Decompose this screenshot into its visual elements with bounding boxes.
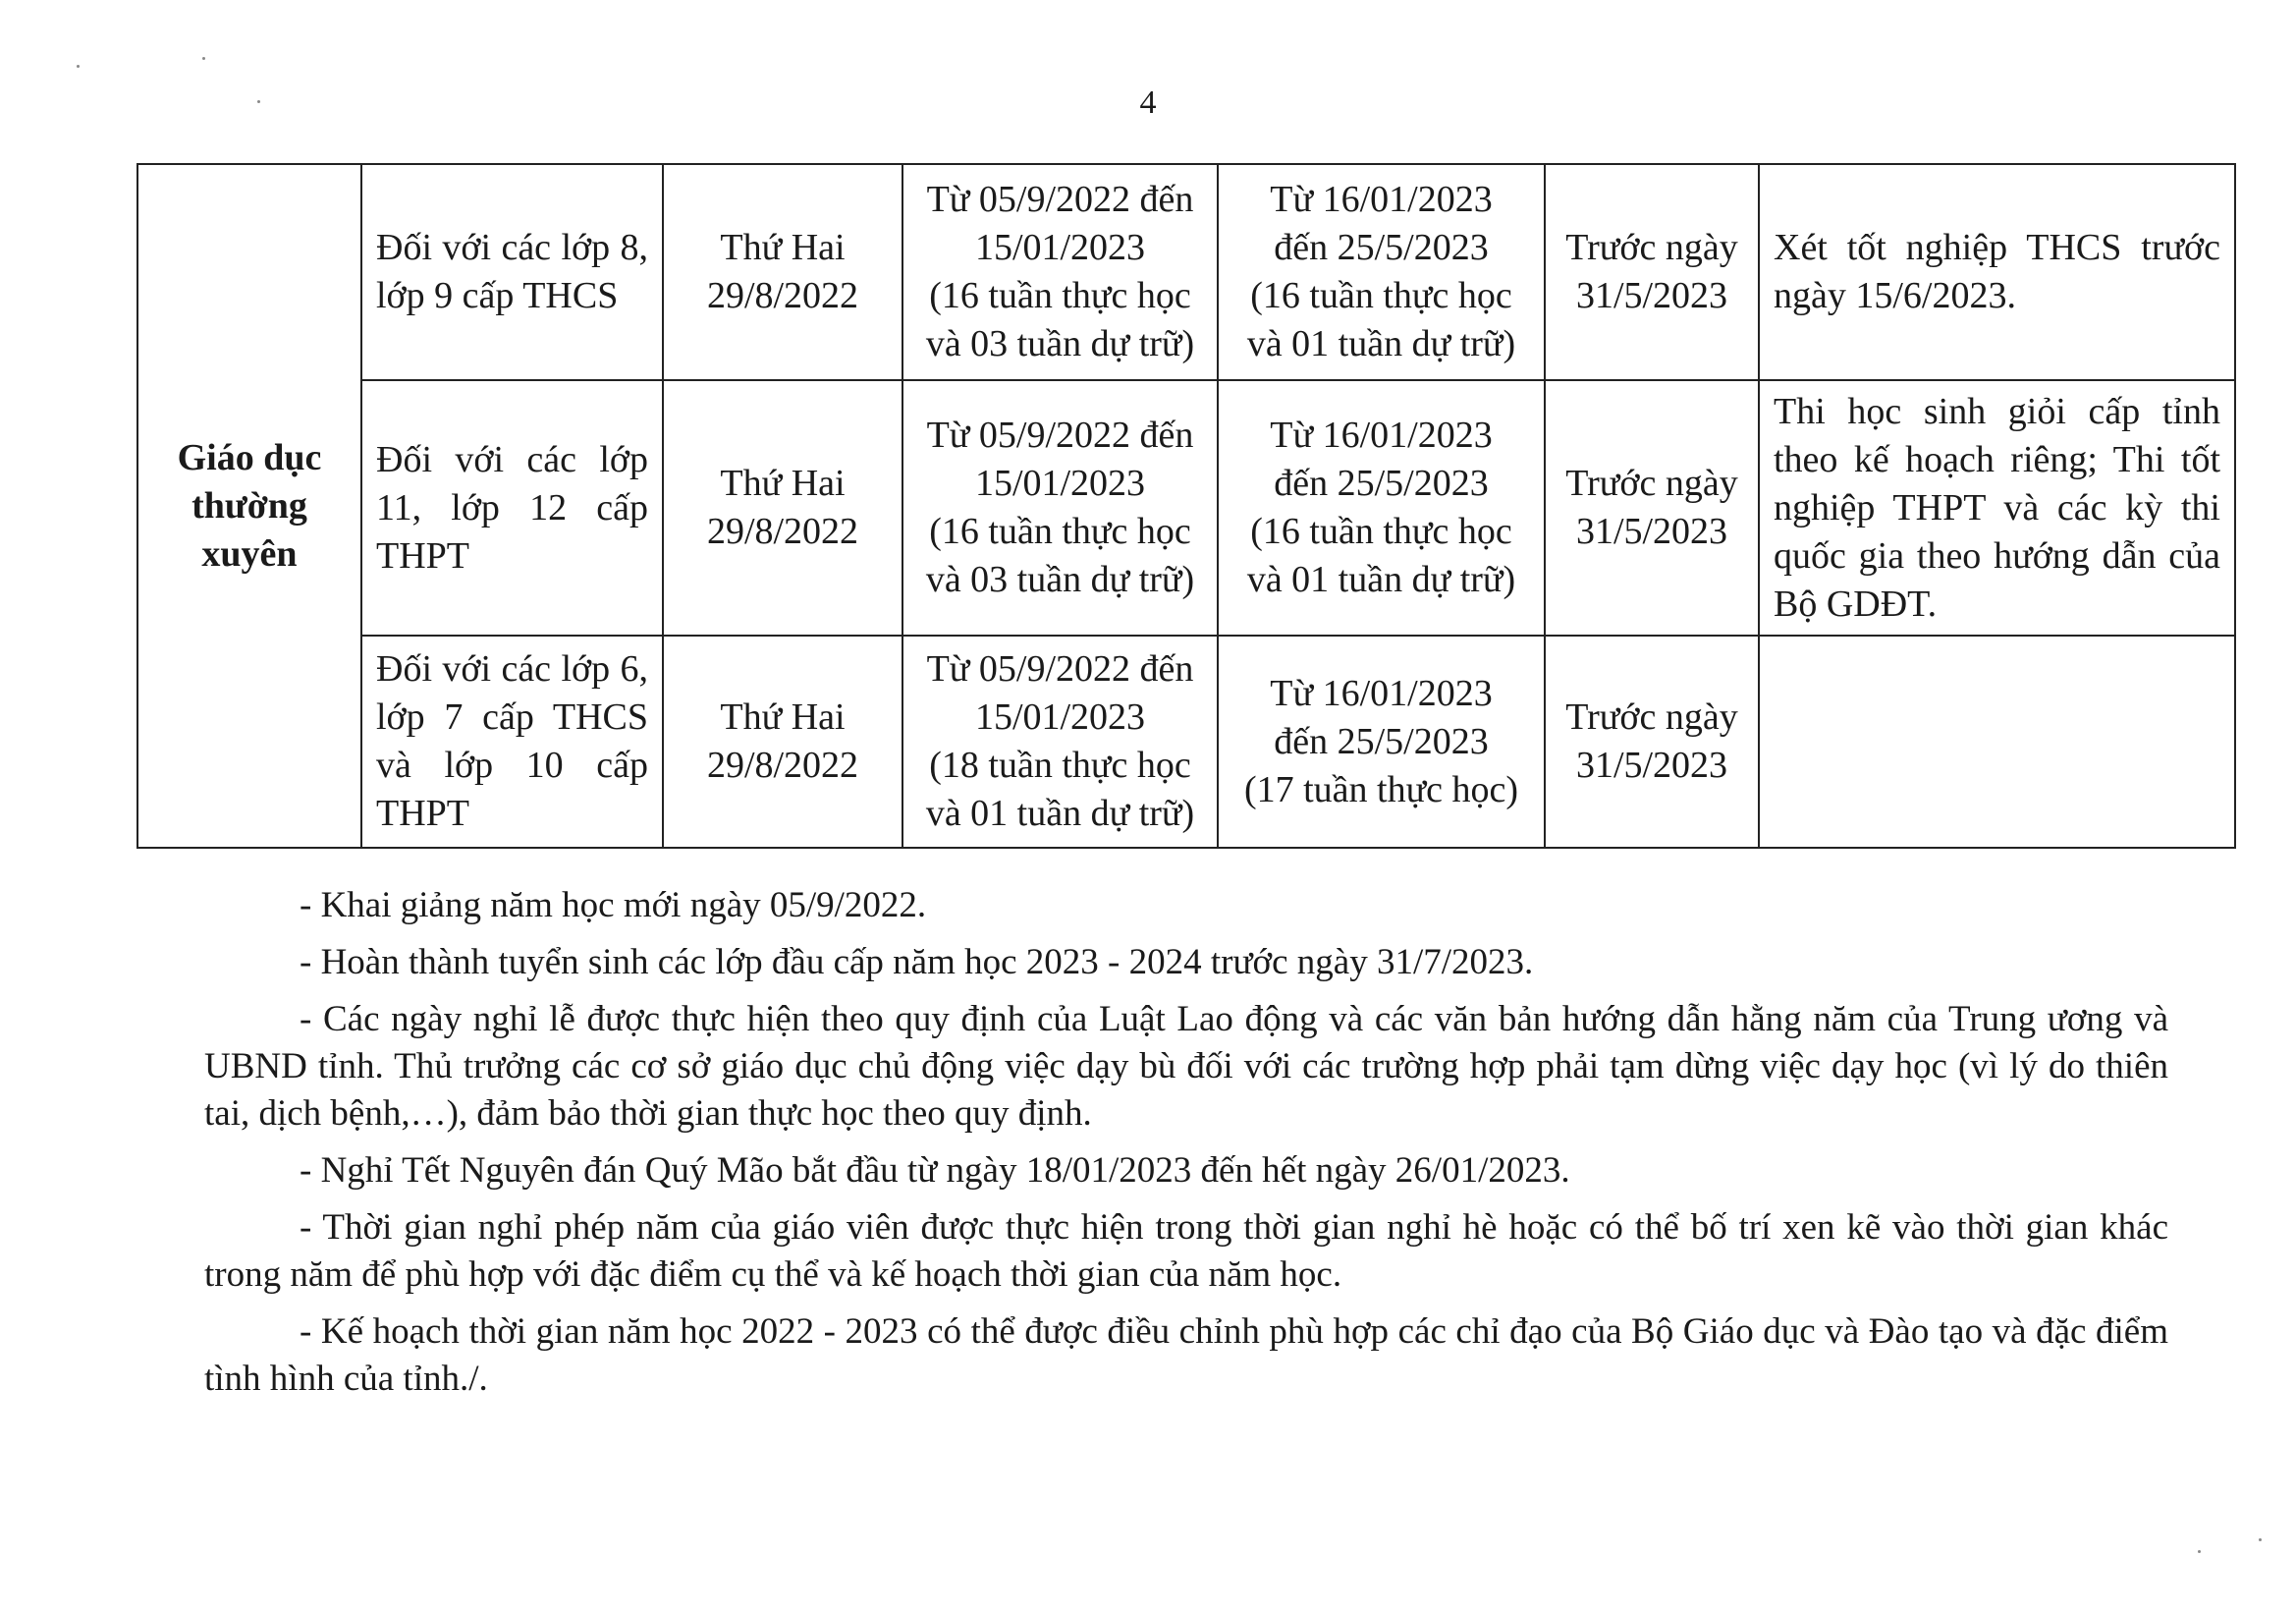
semester-2-cell: Từ 16/01/2023 đến 25/5/2023 (16 tuần thực học và 01 tuần dự trữ) [1218,164,1545,380]
semester-1-cell: Từ 05/9/2022 đến 15/01/2023 (16 tuần thực học và 03 tuần dự trữ) [902,164,1218,380]
end-date-cell: Trước ngày 31/5/2023 [1545,380,1759,636]
semester-1-cell: Từ 05/9/2022 đến 15/01/2023 (18 tuần thực học và 01 tuần dự trữ) [902,636,1218,848]
target-group-cell: Đối với các lớp 11, lớp 12 cấp THPT [361,380,663,636]
notes-section [204,882,2168,1413]
note-paragraph: - Kế hoạch thời gian năm học 2022 - 2023 có thể được điều chỉnh phù hợp các chỉ đạo của Bộ Giáo dục và Đào tạo và đặc điểm tình hình của tỉnh./. [204,1311,2168,1399]
start-date-cell: Thứ Hai 29/8/2022 [663,636,902,848]
note-cell [1759,636,2235,848]
end-date-cell: Trước ngày 31/5/2023 [1545,164,1759,380]
note-cell: Thi học sinh giỏi cấp tỉnh theo kế hoạch riêng; Thi tốt nghiệp THPT và các kỳ thi quốc gia theo hướng dẫn của Bộ GDĐT. [1759,380,2235,636]
scan-speck [77,65,80,68]
note-paragraph: - Các ngày nghỉ lễ được thực hiện theo quy định của Luật Lao động và các văn bản hướng dẫn hằng năm của Trung ương và UBND tỉnh. Thủ trưởng các cơ sở giáo dục chủ động việc dạy bù đối với các trường hợp phải tạm dừng việc dạy học (vì lý do thiên tai, dịch bệnh,…), đảm bảo thời gian thực học theo quy định. [204,999,2168,1134]
level-line: Giáo dục [177,436,322,478]
table-row [137,636,2235,848]
scan-speck [202,57,205,60]
education-level-cell [137,164,361,848]
table-row [137,380,2235,636]
page-number: 4 [1139,84,1157,121]
scan-speck [2259,1538,2262,1541]
note-paragraph: - Thời gian nghỉ phép năm của giáo viên được thực hiện trong thời gian nghỉ hè hoặc có thể bố trí xen kẽ vào thời gian khác trong năm để phù hợp với đặc điểm cụ thể và kế hoạch thời gian của năm học. [204,1207,2168,1295]
level-line: thường [191,484,307,527]
note-paragraph: - Khai giảng năm học mới ngày 05/9/2022. [300,885,927,925]
scan-speck [2198,1550,2201,1553]
end-date-cell: Trước ngày 31/5/2023 [1545,636,1759,848]
school-year-schedule-table [137,163,2236,849]
note-cell: Xét tốt nghiệp THCS trước ngày 15/6/2023. [1759,164,2235,380]
level-line: xuyên [201,532,298,575]
start-date-cell: Thứ Hai 29/8/2022 [663,164,902,380]
semester-2-cell: Từ 16/01/2023 đến 25/5/2023 (16 tuần thực học và 01 tuần dự trữ) [1218,380,1545,636]
start-date-cell: Thứ Hai 29/8/2022 [663,380,902,636]
note-paragraph: - Hoàn thành tuyển sinh các lớp đầu cấp năm học 2023 - 2024 trước ngày 31/7/2023. [300,942,1534,982]
table-row [137,164,2235,380]
semester-2-cell: Từ 16/01/2023 đến 25/5/2023 (17 tuần thực học) [1218,636,1545,848]
note-paragraph: - Nghỉ Tết Nguyên đán Quý Mão bắt đầu từ ngày 18/01/2023 đến hết ngày 26/01/2023. [300,1150,1570,1191]
target-group-cell: Đối với các lớp 6, lớp 7 cấp THCS và lớp 10 cấp THPT [361,636,663,848]
scan-speck [257,100,260,103]
target-group-cell: Đối với các lớp 8, lớp 9 cấp THCS [361,164,663,380]
semester-1-cell: Từ 05/9/2022 đến 15/01/2023 (16 tuần thực học và 03 tuần dự trữ) [902,380,1218,636]
